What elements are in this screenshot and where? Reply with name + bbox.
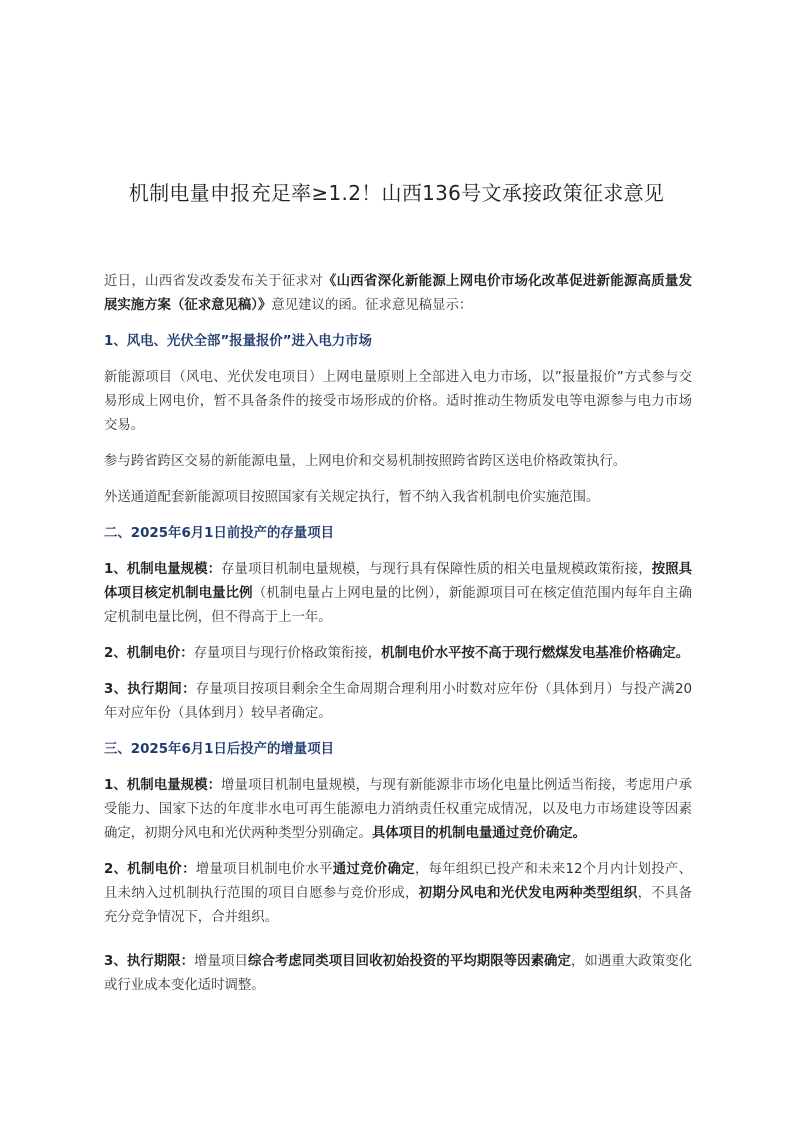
section3-item-1 xyxy=(104,774,692,846)
item-bold: 初期分风电和光伏发电两种类型组织 xyxy=(418,886,638,901)
intro-paragraph xyxy=(104,270,692,318)
section1-paragraph-3: 外送通道配套新能源项目按照国家有关规定执行，暂不纳入我省机制电价实施范围。 xyxy=(104,490,600,505)
item-label: 3、执行期间： xyxy=(104,682,196,697)
item-text: 增量项目 xyxy=(194,954,248,969)
item-text: 增量项目机制电量规模，与现有新能源非市场化电量比例适当衔接，考虑用户承受能力、国家下达的年度非水电可再生能源电力消纳责任权重完成情况，以及电力市场建设等因素确定，初期分风电和光伏两种类型分别确定。 xyxy=(104,778,692,841)
section3-item-2 xyxy=(104,858,692,930)
item-bold: 按照具体项目核定机制电量比例 xyxy=(104,562,692,601)
item-label: 1、机制电量规模： xyxy=(104,778,222,793)
item-text: （机制电量占上网电量的比例），新能源项目可在核定值范围内每年自主确定机制电量比例，但不得高于上一年。 xyxy=(104,586,692,625)
item-bold: 具体项目的机制电量通过竞价确定。 xyxy=(371,826,587,841)
intro-text: 近日，山西省发改委发布关于征求对 xyxy=(104,274,323,289)
section2-heading: 二、2025年6月1日前投产的存量项目 xyxy=(104,526,334,541)
item-bold: 综合考虑同类项目回收初始投资的平均期限等因素确定 xyxy=(247,954,571,969)
item-label: 3、执行期限： xyxy=(104,954,195,969)
section2-item-2 xyxy=(104,642,692,666)
document-body xyxy=(104,270,692,1010)
item-text: 存量项目与现行价格政策衔接， xyxy=(193,646,382,661)
section1-paragraph-1: 新能源项目（风电、光伏发电项目）上网电量原则上全部进入电力市场，以”报量报价”方式参与交易形成上网电价，暂不具备条件的接受市场形成的价格。适时推动生物质发电等电源参与电力市场交易。 xyxy=(104,370,692,433)
section3-item-3 xyxy=(104,950,692,998)
item-text: 存量项目按项目剩余全生命周期合理利用小时数对应年份（具体到月）与投产满20年对应年份（具体到月）较早者确定。 xyxy=(104,682,692,721)
intro-text-end: 意见建议的函。征求意见稿显示： xyxy=(271,298,473,313)
section1-heading: 1、风电、光伏全部”报量报价”进入电力市场 xyxy=(104,334,372,349)
item-text: 增量项目机制电价水平 xyxy=(195,862,333,877)
section3-heading: 三、2025年6月1日后投产的增量项目 xyxy=(104,742,334,757)
page-title: 机制电量申报充足率≥1.2！山西136号文承接政策征求意见 xyxy=(128,181,665,205)
item-label: 2、机制电价： xyxy=(104,646,194,661)
item-text: ，每年组织已投产和未来12个月内计划投产、且未纳入过机制执行范围的项目自愿参与竞价形成， xyxy=(104,862,693,901)
item-text: ，如遇重大政策变化或行业成本变化适时调整。 xyxy=(104,954,693,993)
item-text: ，不具备充分竞争情况下，合并组织。 xyxy=(104,886,693,925)
document-name: 《山西省深化新能源上网电价市场化改革促进新能源高质量发展实施方案（征求意见稿）》 xyxy=(104,274,693,313)
section2-item-1 xyxy=(104,558,692,630)
item-bold: 通过竞价确定 xyxy=(332,862,415,877)
item-label: 1、机制电量规模： xyxy=(104,562,222,577)
item-bold: 机制电价水平按不高于现行燃煤发电基准价格确定。 xyxy=(381,646,690,661)
item-label: 2、机制电价： xyxy=(104,862,196,877)
item-text: 存量项目机制电量规模，与现行具有保障性质的相关电量规模政策衔接， xyxy=(221,562,652,577)
section2-item-3 xyxy=(104,678,692,726)
section1-paragraph-2: 参与跨省跨区交易的新能源电量，上网电价和交易机制按照跨省跨区送电价格政策执行。 xyxy=(104,454,627,469)
